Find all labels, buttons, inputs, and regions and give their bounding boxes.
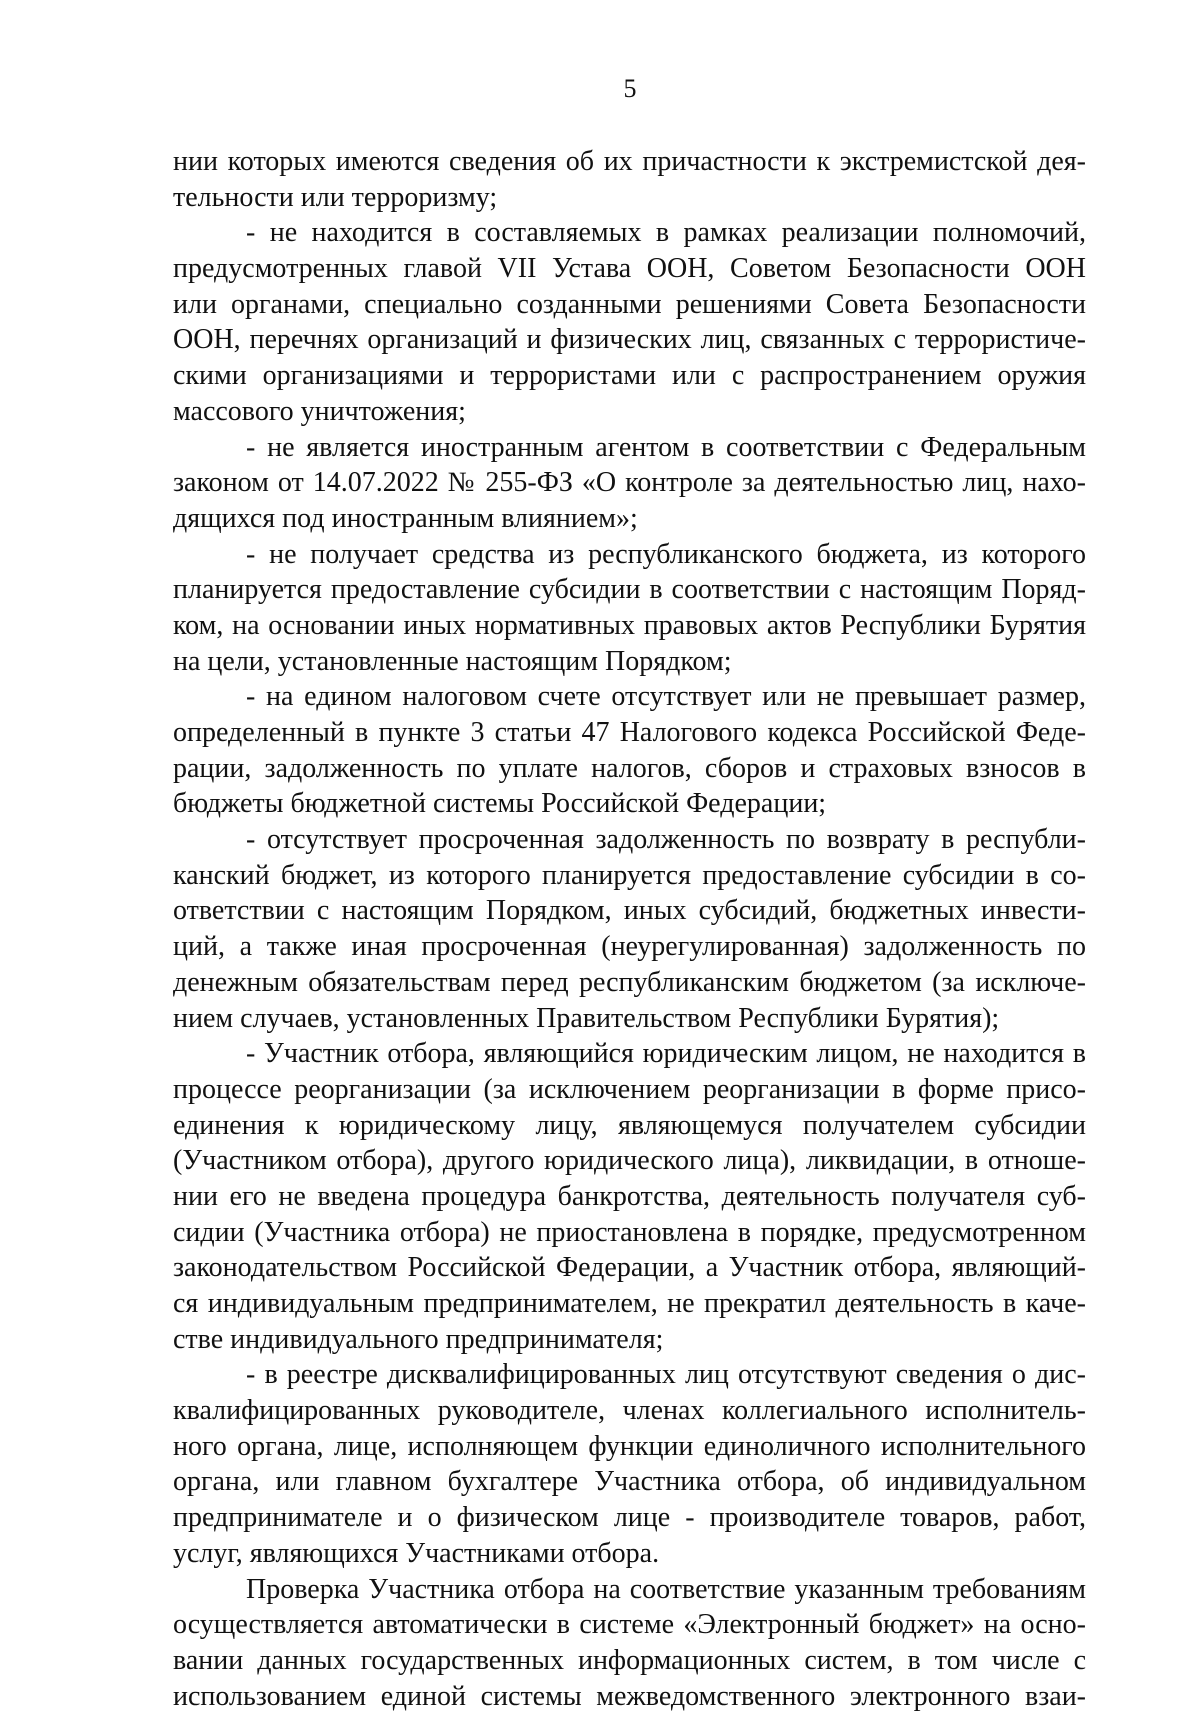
text-line: скими организациями и террористами или с распространением оружия [173,360,1086,392]
text-line: ций, а также иная просроченная (неурегулированная) задолженность по [173,931,1086,963]
text-line: нии которых имеются сведения об их причастности к экстремистской дея- [173,146,1086,177]
text-line: использованием единой системы межведомственного электронного взаи- [173,1680,1086,1712]
text-line: дящихся под иностранным влиянием»; [173,502,638,534]
document-body [173,144,1086,1714]
text-line: на цели, установленные настоящим Порядком; [173,645,732,677]
text-line: (Участником отбора), другого юридического лица), ликвидации, в отноше- [173,1145,1086,1177]
text-line: нии его не введена процедура банкротства, деятельность получателя суб- [173,1180,1086,1212]
text-line: - не находится в составляемых в рамках реализации полномочий, [246,217,1086,249]
text-line: законодательством Российской Федерации, а Участник отбора, являющий- [173,1252,1086,1284]
text-line: массового уничтожения; [173,395,466,427]
text-line: услуг, являющихся Участниками отбора. [173,1537,660,1569]
text-line: - не является иностранным агентом в соответствии с Федеральным [246,431,1086,463]
text-line: - на едином налоговом счете отсутствует или не превышает размер, [246,681,1086,713]
text-line: - Участник отбора, являющийся юридическим лицом, не находится в [246,1038,1086,1070]
text-line: или органами, специально созданными решениями Совета Безопасности [173,288,1086,320]
text-line: рации, задолженность по уплате налогов, сборов и страховых взносов в [173,752,1086,784]
text-line: денежным обязательствам перед республиканским бюджетом (за исключе- [173,966,1086,998]
text-line: предусмотренных главой VII Устава ООН, Советом Безопасности ООН [173,253,1086,285]
text-line: законом от 14.07.2022 № 255-ФЗ «О контроле за деятельностью лиц, нахо- [173,467,1086,499]
text-line: сидии (Участника отбора) не приостановлена в порядке, предусмотренном [173,1216,1086,1248]
text-line: ного органа, лице, исполняющем функции единоличного исполнительного [173,1430,1086,1462]
text-line: - не получает средства из республиканского бюджета, из которого [246,538,1086,570]
text-line: осуществляется автоматически в системе «Электронный бюджет» на осно- [173,1609,1086,1641]
text-line: тельности или терроризму; [173,181,498,213]
text-line: ся индивидуальным предпринимателем, не прекратил деятельность в каче- [173,1288,1086,1319]
text-line: стве индивидуального предпринимателя; [173,1323,664,1355]
text-line: квалифицированных руководителе, членах коллегиального исполнитель- [173,1395,1086,1427]
text-line: органа, или главном бухгалтере Участника отбора, об индивидуальном [173,1466,1086,1498]
text-line: - отсутствует просроченная задолженность по возврату в республи- [246,824,1086,856]
text-line: ком, на основании иных нормативных правовых актов Республики Бурятия [173,609,1086,641]
text-line: Проверка Участника отбора на соответствие указанным требованиям [246,1573,1086,1605]
text-line: бюджеты бюджетной системы Российской Федерации; [173,788,827,820]
text-line: планируется предоставление субсидии в соответствии с настоящим Поряд- [173,574,1086,606]
text-line: единения к юридическому лицу, являющемуся получателем субсидии [173,1109,1086,1141]
text-line: ООН, перечнях организаций и физических лиц, связанных с террористиче- [173,324,1086,356]
text-line: - в реестре дисквалифицированных лиц отсутствуют сведения о дис- [246,1359,1086,1391]
text-line: нием случаев, установленных Правительством Республики Бурятия); [173,1002,1000,1034]
text-line: вании данных государственных информационных систем, в том числе с [173,1644,1086,1676]
text-line: ответствии с настоящим Порядком, иных субсидий, бюджетных инвести- [173,895,1086,927]
text-line: процессе реорганизации (за исключением реорганизации в форме присо- [173,1073,1086,1105]
text-line: определенный в пункте 3 статьи 47 Налогового кодекса Российской Феде- [173,717,1086,748]
text-line: предпринимателе и о физическом лице - производителе товаров, работ, [173,1502,1086,1534]
page-number: 5 [623,74,637,103]
text-line: канский бюджет, из которого планируется предоставление субсидии в со- [173,859,1086,891]
